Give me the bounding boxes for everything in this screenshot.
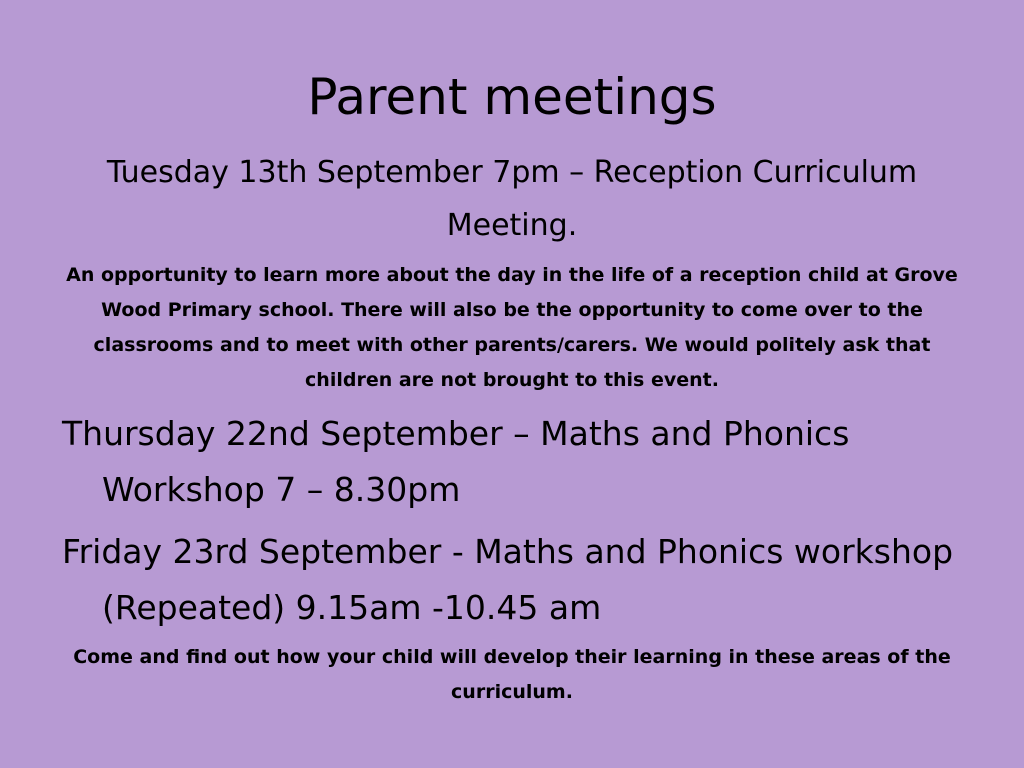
slide-body (62, 146, 962, 710)
reception-meeting-description: An opportunity to learn more about the day in the life of a reception child at Grove Wood Primary school. There will also be the opportunity to come over to the classrooms and to meet with other parents/carers. We would politely ask that children are not brought to this event. (66, 264, 958, 391)
maths-phonics-workshop-thursday: Thursday 22nd September – Maths and Phonics Workshop 7 – 8.30pm (62, 414, 850, 509)
maths-phonics-workshop-friday: Friday 23rd September - Maths and Phonics workshop (Repeated) 9.15am -10.45 am (62, 532, 954, 627)
slide-title: Parent meetings (307, 68, 717, 126)
workshop-description: Come and find out how your child will develop their learning in these areas of the curriculum. (73, 646, 951, 703)
reception-meeting-heading: Tuesday 13th September 7pm – Reception Curriculum Meeting. (106, 155, 918, 243)
